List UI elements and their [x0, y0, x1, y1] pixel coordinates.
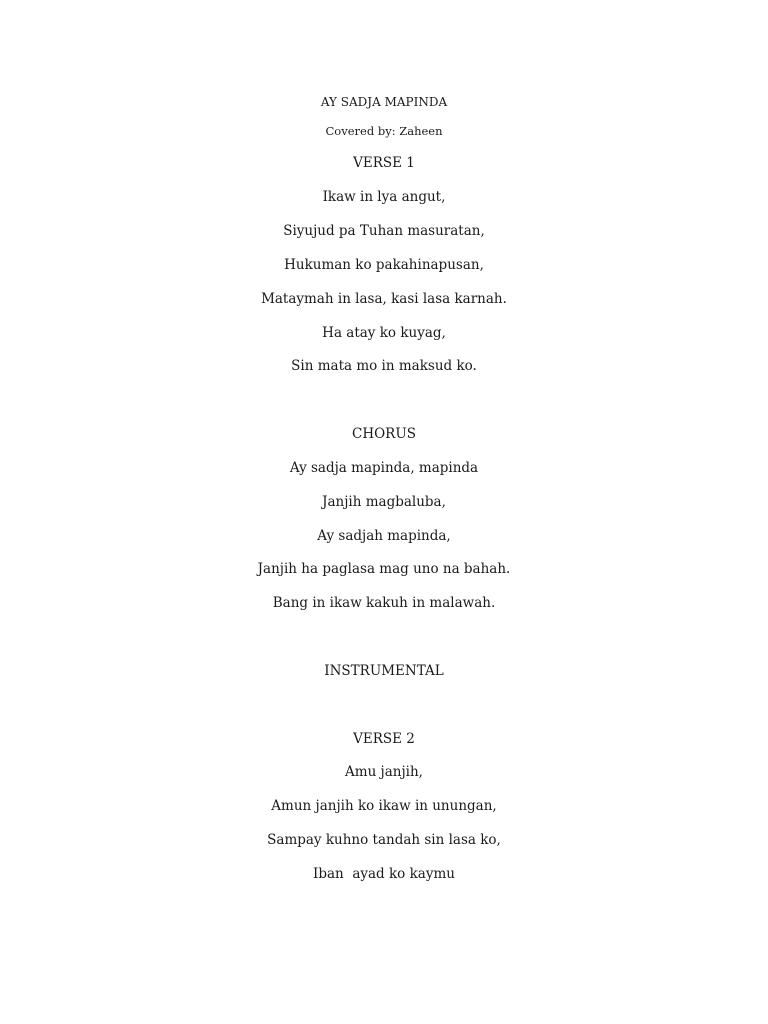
- chorus-line: Ay sadjah mapinda,: [317, 528, 451, 544]
- verse1-line: Ha atay ko kuyag,: [322, 325, 446, 341]
- verse2-line: Amun janjih ko ikaw in unungan,: [271, 798, 497, 814]
- verse1-line: Mataymah in lasa, kasi lasa karnah.: [261, 291, 507, 307]
- verse2-line: Iban ayad ko kaymu: [313, 866, 455, 882]
- chorus-line: Ay sadja mapinda, mapinda: [289, 460, 479, 476]
- song-title: AY SADJA MAPINDA: [320, 95, 448, 109]
- verse2-heading: VERSE 2: [353, 731, 415, 747]
- verse1-line: Ikaw in lya angut,: [322, 189, 446, 205]
- verse1-heading: VERSE 1: [353, 155, 415, 171]
- verse1-line: Siyujud pa Tuhan masuratan,: [283, 223, 485, 239]
- verse1-line: Sin mata mo in maksud ko.: [291, 358, 477, 374]
- chorus-heading: CHORUS: [352, 426, 416, 442]
- chorus-line: Bang in ikaw kakuh in malawah.: [272, 595, 496, 611]
- chorus-line: Janjih ha paglasa mag uno na bahah.: [257, 561, 511, 577]
- instrumental-heading: INSTRUMENTAL: [324, 663, 444, 679]
- verse1-line: Hukuman ko pakahinapusan,: [284, 257, 484, 273]
- verse2-line: Sampay kuhno tandah sin lasa ko,: [267, 832, 501, 848]
- verse2-line: Amu janjih,: [345, 764, 423, 780]
- cover-credit: Covered by: Zaheen: [325, 124, 443, 138]
- chorus-line: Janjih magbaluba,: [322, 494, 446, 510]
